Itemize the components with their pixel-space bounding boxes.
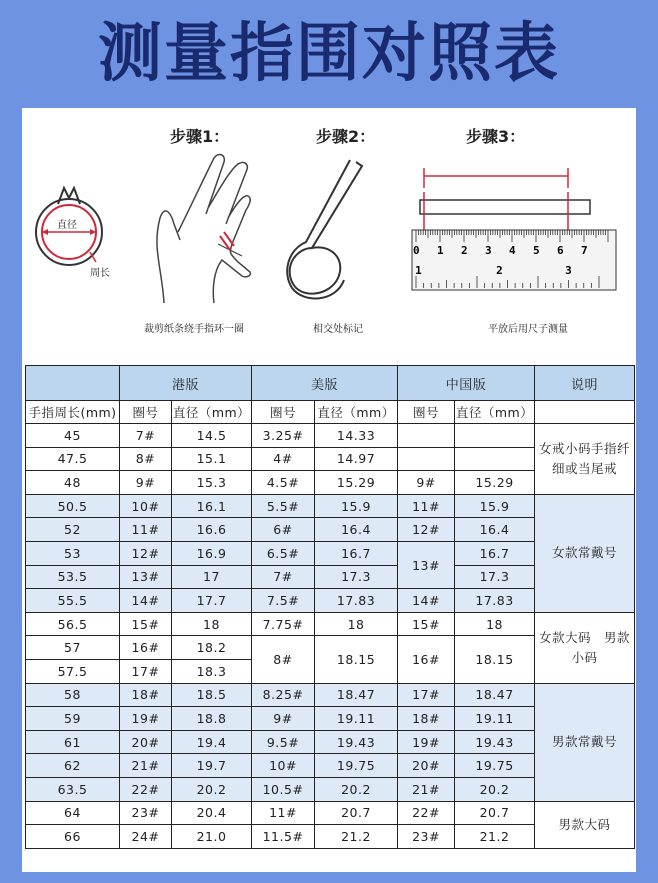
ruler-inch-label: 1 <box>415 264 422 277</box>
col-us-size: 圈号 <box>252 401 315 424</box>
note-women-common: 女款常戴号 <box>535 494 635 612</box>
cell: 18.15 <box>315 636 398 683</box>
cell: 7# <box>120 424 172 448</box>
cell: 19.43 <box>315 730 398 754</box>
cell: 20.7 <box>315 801 398 825</box>
group-note: 说明 <box>535 366 635 401</box>
cell: 45 <box>26 424 120 448</box>
cell: 18.5 <box>172 683 252 707</box>
cell: 66 <box>26 825 120 849</box>
cell: 8.25# <box>252 683 315 707</box>
ruler-cm-label: 1 <box>437 244 444 257</box>
cell: 19.43 <box>455 730 535 754</box>
cell: 24# <box>120 825 172 849</box>
ruler-icon <box>408 164 620 296</box>
cell: 7.5# <box>252 589 315 613</box>
cell <box>398 424 455 448</box>
cell: 20# <box>120 730 172 754</box>
cell: 7.75# <box>252 612 315 636</box>
cell: 63.5 <box>26 777 120 801</box>
cell: 16.7 <box>315 541 398 565</box>
cell: 16.1 <box>172 494 252 518</box>
cell <box>455 424 535 448</box>
cell: 61 <box>26 730 120 754</box>
cell: 8# <box>120 447 172 471</box>
col-hk-diameter: 直径（mm） <box>172 401 252 424</box>
cell: 59 <box>26 707 120 731</box>
table-row <box>26 494 635 518</box>
cell: 19.7 <box>172 754 252 778</box>
cell: 21.2 <box>315 825 398 849</box>
note-large-women: 女款大码 男款小码 <box>535 612 635 683</box>
step3-caption: 平放后用尺子测量 <box>488 324 568 335</box>
cell: 16.9 <box>172 541 252 565</box>
note-men-large: 男款大码 <box>535 801 635 848</box>
cell: 3.25# <box>252 424 315 448</box>
cell: 57.5 <box>26 659 120 683</box>
cell: 20.7 <box>455 801 535 825</box>
cell: 23# <box>120 801 172 825</box>
cell: 7# <box>252 565 315 589</box>
cell: 48 <box>26 471 120 495</box>
cell: 53.5 <box>26 565 120 589</box>
cell: 18.2 <box>172 636 252 660</box>
cell: 14# <box>120 589 172 613</box>
cell: 5.5# <box>252 494 315 518</box>
ruler-cm-label: 3 <box>485 244 492 257</box>
col-us-diameter: 直径（mm） <box>315 401 398 424</box>
cell: 18.8 <box>172 707 252 731</box>
cell: 11# <box>252 801 315 825</box>
table-group-header <box>26 366 635 401</box>
circumference-label: 周长 <box>90 268 110 278</box>
paper-strip-icon <box>278 156 368 306</box>
cell: 16.6 <box>172 518 252 542</box>
cell: 21# <box>398 777 455 801</box>
col-note-empty <box>535 401 635 424</box>
cell: 52 <box>26 518 120 542</box>
cell: 9# <box>252 707 315 731</box>
note-men-common: 男款常戴号 <box>535 683 635 801</box>
table-row <box>26 612 635 636</box>
cell: 19.4 <box>172 730 252 754</box>
cell: 18# <box>120 683 172 707</box>
cell: 22# <box>398 801 455 825</box>
cell: 14.97 <box>315 447 398 471</box>
cell: 18 <box>455 612 535 636</box>
cell: 15.9 <box>315 494 398 518</box>
table-column-header <box>26 401 635 424</box>
cell: 11# <box>398 494 455 518</box>
cell: 16.4 <box>455 518 535 542</box>
cell: 21# <box>120 754 172 778</box>
diameter-label: 直径 <box>57 220 77 231</box>
cell: 19# <box>398 730 455 754</box>
cell: 56.5 <box>26 612 120 636</box>
ruler-inch-label: 2 <box>496 264 503 277</box>
cell: 15.29 <box>455 471 535 495</box>
ring-size-table <box>25 365 635 849</box>
cell: 21.0 <box>172 825 252 849</box>
ruler-inch-label: 3 <box>565 264 572 277</box>
cell: 20.2 <box>172 777 252 801</box>
cell: 4.5# <box>252 471 315 495</box>
cell: 9# <box>120 471 172 495</box>
cell: 19# <box>120 707 172 731</box>
step2-title: 步骤2： <box>316 127 376 146</box>
cell: 14# <box>398 589 455 613</box>
cell: 19.11 <box>315 707 398 731</box>
cell: 64 <box>26 801 120 825</box>
cell: 18.47 <box>315 683 398 707</box>
cell: 20.2 <box>455 777 535 801</box>
cell: 13# <box>398 541 455 588</box>
ruler-cm-label: 5 <box>533 244 540 257</box>
ruler-cm-label: 7 <box>581 244 588 257</box>
col-hk-size: 圈号 <box>120 401 172 424</box>
ruler-cm-label: 2 <box>461 244 468 257</box>
cell: 16.4 <box>315 518 398 542</box>
cell: 18.3 <box>172 659 252 683</box>
step1-caption: 裁剪纸条绕手指环一圈 <box>144 324 244 335</box>
cell: 47.5 <box>26 447 120 471</box>
cell: 15.3 <box>172 471 252 495</box>
header-corner <box>26 366 120 401</box>
cell: 18 <box>315 612 398 636</box>
col-circumference: 手指周长(mm) <box>26 401 120 424</box>
cell: 16.7 <box>455 541 535 565</box>
cell: 15# <box>120 612 172 636</box>
cell: 9.5# <box>252 730 315 754</box>
cell: 14.5 <box>172 424 252 448</box>
cell: 12# <box>398 518 455 542</box>
cell: 62 <box>26 754 120 778</box>
cell: 22# <box>120 777 172 801</box>
cell: 20.4 <box>172 801 252 825</box>
cell: 15.9 <box>455 494 535 518</box>
cell: 12# <box>120 541 172 565</box>
table-row <box>26 424 635 448</box>
cell: 13# <box>120 565 172 589</box>
cell: 17.3 <box>315 565 398 589</box>
col-cn-diameter: 直径（mm） <box>455 401 535 424</box>
group-cn: 中国版 <box>398 366 535 401</box>
step1-title: 步骤1： <box>170 127 230 146</box>
cell: 6.5# <box>252 541 315 565</box>
cell: 17.83 <box>315 589 398 613</box>
ruler-cm-label: 4 <box>509 244 516 257</box>
page-title: 测量指围对照表 <box>98 17 560 91</box>
cell: 18.47 <box>455 683 535 707</box>
step2-caption: 相交处标记 <box>313 324 363 335</box>
table-row <box>26 683 635 707</box>
cell: 18.15 <box>455 636 535 683</box>
cell: 16# <box>398 636 455 683</box>
cell: 19.11 <box>455 707 535 731</box>
cell: 20.2 <box>315 777 398 801</box>
step3-title: 步骤3： <box>466 127 526 146</box>
hand-icon <box>134 148 254 308</box>
cell: 14.33 <box>315 424 398 448</box>
cell: 4# <box>252 447 315 471</box>
cell: 15# <box>398 612 455 636</box>
group-us: 美版 <box>252 366 398 401</box>
cell: 19.75 <box>315 754 398 778</box>
group-hk: 港版 <box>120 366 252 401</box>
cell: 23# <box>398 825 455 849</box>
table-row <box>26 801 635 825</box>
cell: 17.83 <box>455 589 535 613</box>
cell: 9# <box>398 471 455 495</box>
cell: 10# <box>252 754 315 778</box>
cell: 17# <box>120 659 172 683</box>
content-card <box>22 108 636 872</box>
cell: 15.29 <box>315 471 398 495</box>
cell: 11# <box>120 518 172 542</box>
cell: 10# <box>120 494 172 518</box>
cell <box>455 447 535 471</box>
ruler-cm-label: 0 <box>413 244 420 257</box>
cell: 18# <box>398 707 455 731</box>
cell: 17# <box>398 683 455 707</box>
cell: 10.5# <box>252 777 315 801</box>
cell: 55.5 <box>26 589 120 613</box>
cell: 18 <box>172 612 252 636</box>
cell: 16# <box>120 636 172 660</box>
cell: 8# <box>252 636 315 683</box>
cell: 11.5# <box>252 825 315 849</box>
cell: 58 <box>26 683 120 707</box>
note-small-women: 女戒小码手指纤细或当尾戒 <box>535 424 635 495</box>
cell: 19.75 <box>455 754 535 778</box>
cell: 57 <box>26 636 120 660</box>
cell: 17 <box>172 565 252 589</box>
cell: 20# <box>398 754 455 778</box>
cell: 17.3 <box>455 565 535 589</box>
cell: 6# <box>252 518 315 542</box>
cell <box>398 447 455 471</box>
cell: 21.2 <box>455 825 535 849</box>
ring-diagram-icon <box>28 182 110 278</box>
cell: 17.7 <box>172 589 252 613</box>
cell: 53 <box>26 541 120 565</box>
ruler-cm-label: 6 <box>557 244 564 257</box>
col-cn-size: 圈号 <box>398 401 455 424</box>
cell: 15.1 <box>172 447 252 471</box>
cell: 50.5 <box>26 494 120 518</box>
